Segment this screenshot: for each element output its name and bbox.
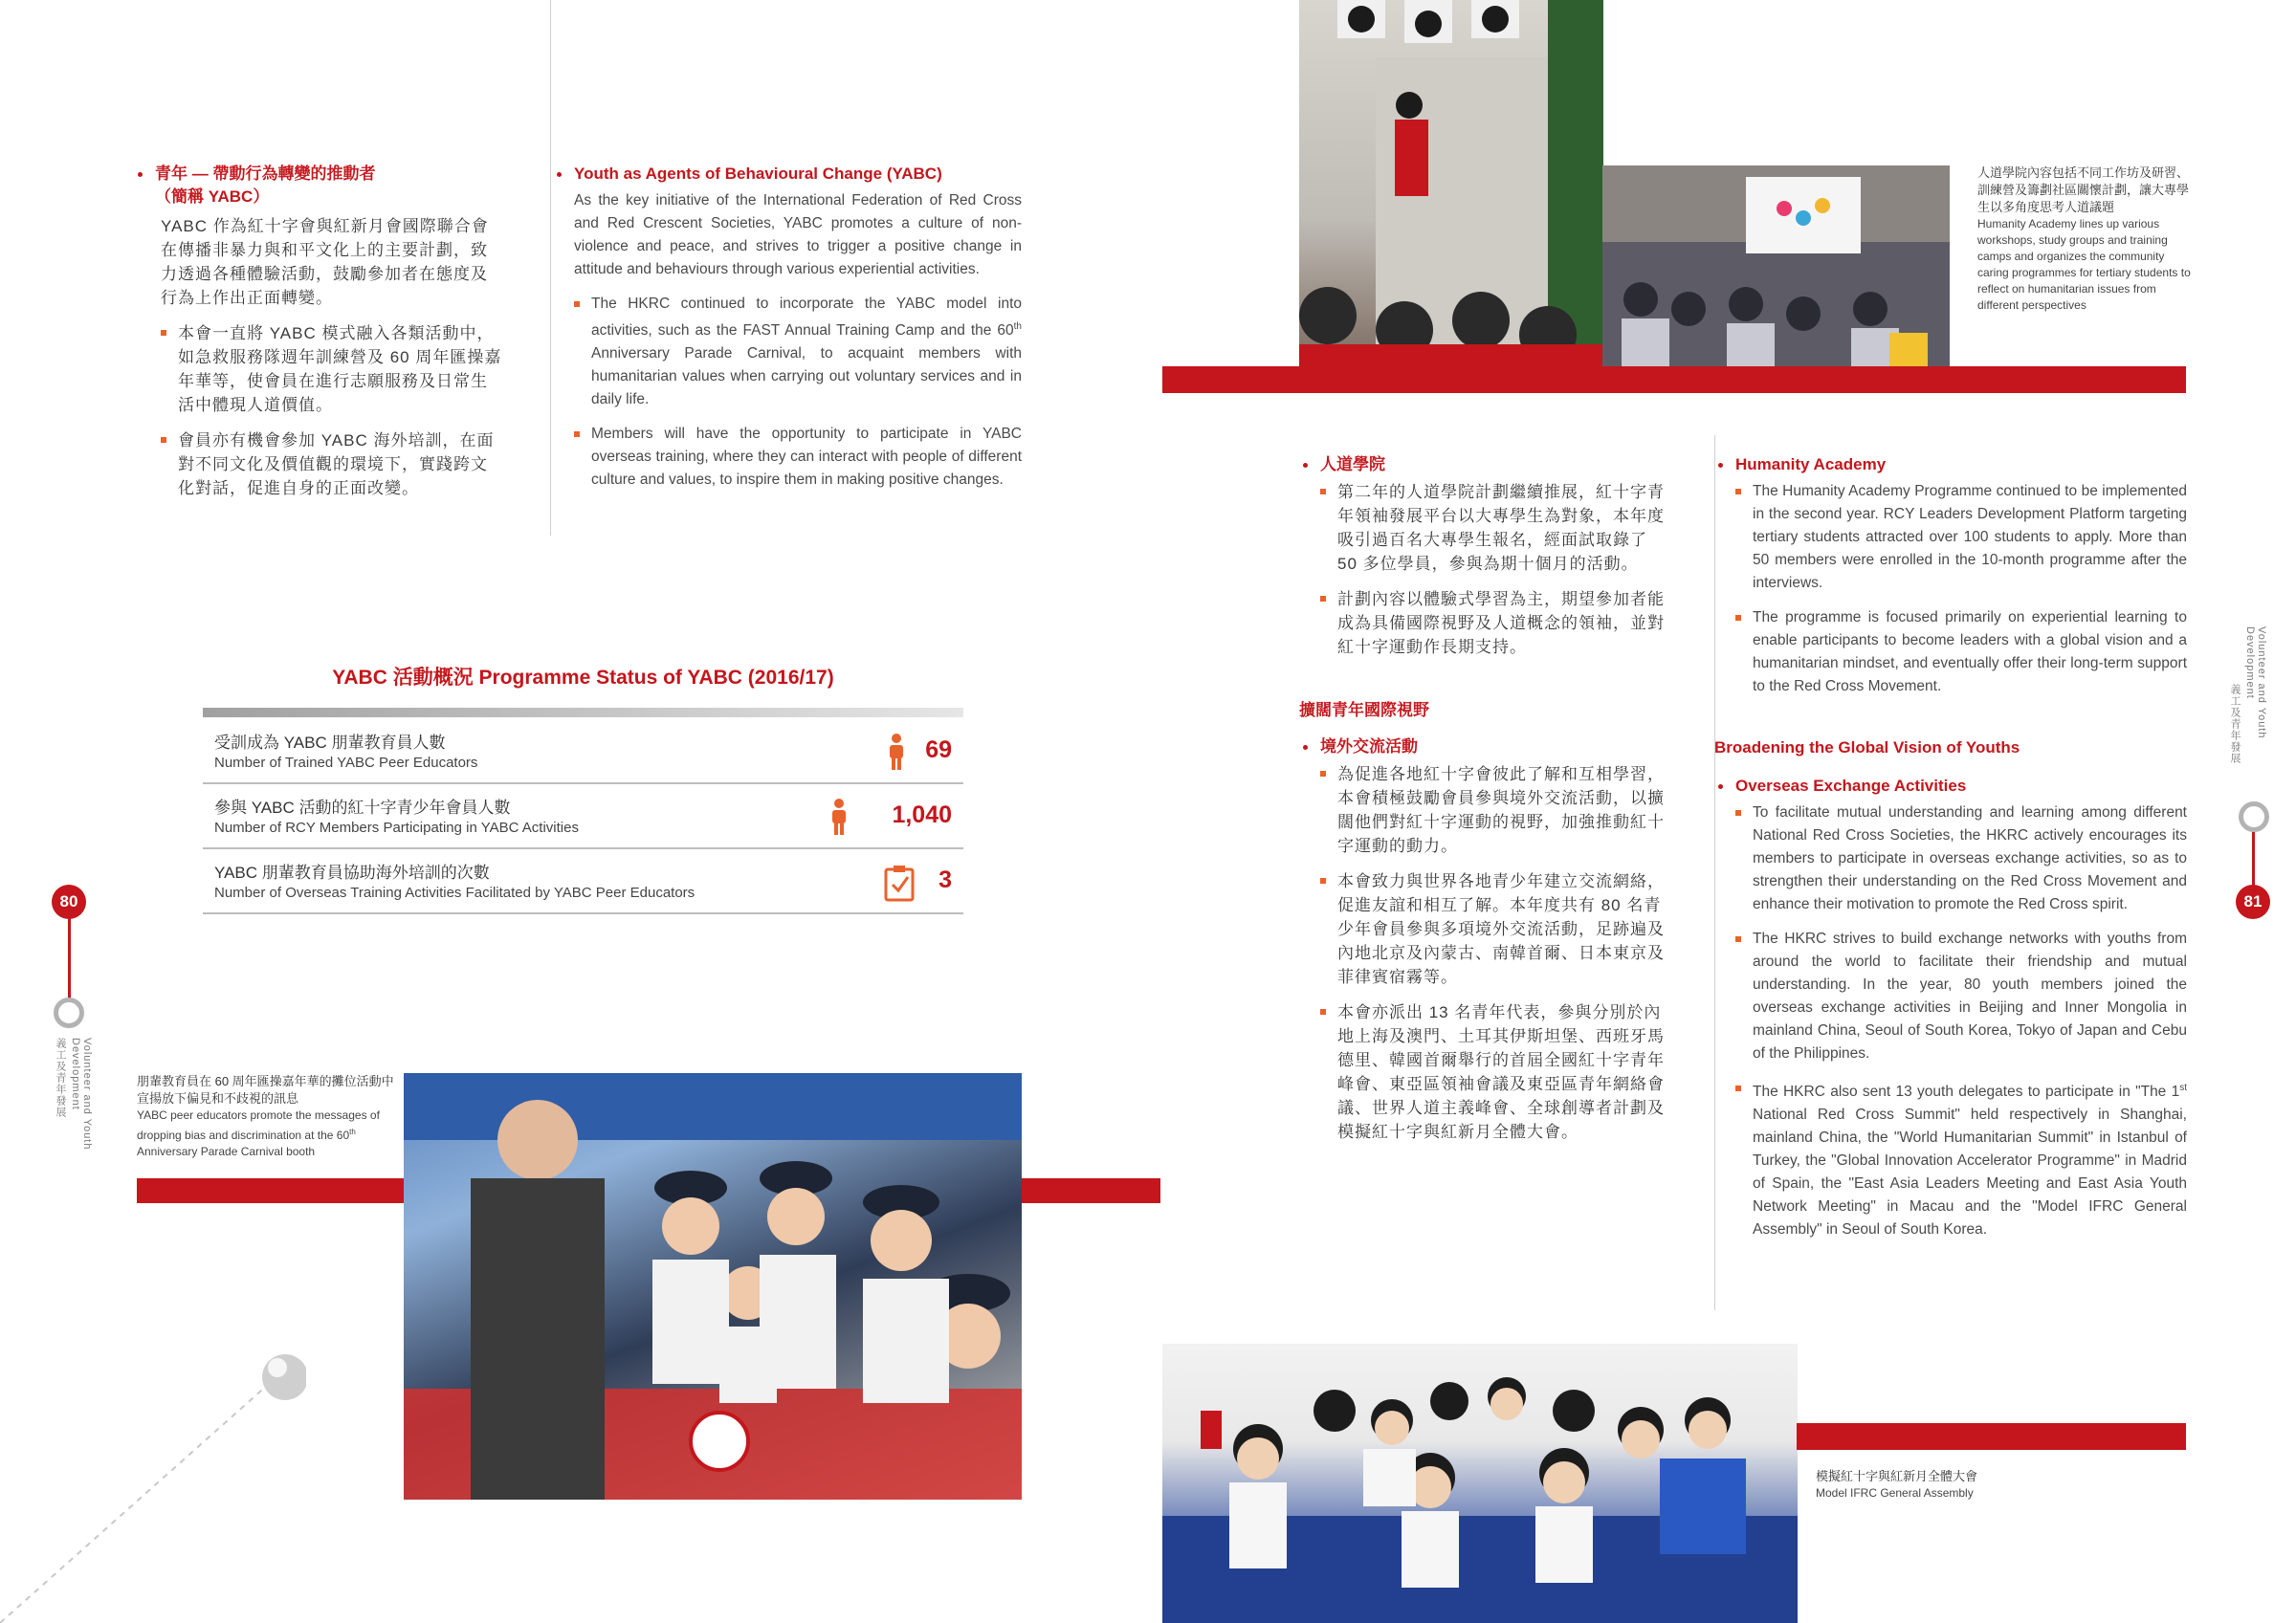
page-marker-ring xyxy=(2239,801,2269,832)
side-title-en: Volunteer and Youth Development xyxy=(70,1038,93,1151)
academy-zh-title: 人道學院 xyxy=(1299,453,1665,476)
stats-title: YABC 活動概況 Programme Status of YABC (2016/17) xyxy=(332,667,834,689)
caption-zh: 人道學院內容包括不同工作坊及研習、訓練營及籌劃社區關懷計劃，讓大專學生以多角度思考人道議題 xyxy=(1977,165,2190,214)
decorative-dashed-line xyxy=(0,1339,306,1623)
carnival-booth-photo xyxy=(404,1073,1022,1500)
exchange-en-point: The HKRC strives to build exchange networks with youths from around the world to facilitate their friendship and mutual understanding. In the year, 80 youth members joined the overseas exchange activities in Beijing and Inner Mongolia in mainland China, Seoul of South Korea, Tokyo of Japan and Cebu of the Philippines. xyxy=(1735,928,2187,1065)
stats-header-bar xyxy=(203,708,963,717)
red-accent-bar xyxy=(1162,366,2186,393)
stat-value: 1,040 xyxy=(892,801,952,828)
page-marker-line xyxy=(68,918,71,1004)
exchange-en-point: The HKRC also sent 13 youth delegates to participate in "The 1st National Red Cross Summit" held respectively in Shanghai, mainland China, the "World Humanitarian Summit" in Istanbul of Turkey, the "Global Innovation Accelerator Programme" in Madrid of Spain, the "East Asia Leaders Meeting and East Asia Youth Network Meeting" in Macau and the "Model IFRC General Assembly" in Seoul of South Korea. xyxy=(1735,1077,2187,1241)
stat-row xyxy=(203,849,963,914)
person-icon xyxy=(887,734,906,772)
wall-climb-photo xyxy=(1299,0,1603,366)
exchange-zh-point: 本會致力與世界各地青少年建立交流網絡，促進友誼和相互了解。本年度共有 80 名青少年會員參與多項境外交流活動，足跡遍及內地北京及內蒙古、南韓首爾、日本東京及菲律賓宿霧等。 xyxy=(1320,869,1665,989)
side-title-zh: 義工及青年發展 xyxy=(2229,684,2241,764)
column-divider xyxy=(550,0,551,536)
assembly-photo-caption xyxy=(1816,1468,2179,1502)
stat-row xyxy=(203,784,963,849)
stat-label-zh: YABC 朋輩教育員協助海外培訓的次數 xyxy=(214,864,490,882)
clipboard-check-icon xyxy=(883,864,917,902)
yabc-zh-point: 本會一直將 YABC 模式融入各類活動中，如急救服務隊週年訓練營及 60 周年匯操嘉年華等，使會員在進行志願服務及日常生活中體現人道價值。 xyxy=(161,321,502,417)
exchange-zh-point: 本會亦派出 13 名青年代表，參與分別於內地上海及澳門、土耳其伊斯坦堡、西班牙馬德里、韓國首爾舉行的首屆全國紅十字青年峰會、東亞區領袖會議及東亞區青年網絡會議、世界人道主義峰會、全球創導者計劃及模擬紅十字與紅新月全體大會。 xyxy=(1320,1000,1665,1144)
right-en-column xyxy=(1714,453,2187,1241)
yabc-en-title: Youth as Agents of Behavioural Change (YABC) xyxy=(553,163,1022,186)
stat-label-en: Number of Overseas Training Activities Facilitated by YABC Peer Educators xyxy=(214,885,695,901)
stat-label-zh: 參與 YABC 活動的紅十字青少年會員人數 xyxy=(214,799,511,817)
exchange-en-title: Overseas Exchange Activities xyxy=(1714,775,2187,798)
yabc-zh-title: 青年 — 帶動行為轉變的推動者 （簡稱 YABC） xyxy=(134,163,502,208)
caption-en: YABC peer educators promote the messages of dropping bias and discrimination at the 60th Anniversary Parade Carnival booth xyxy=(137,1108,380,1158)
caption-en: Model IFRC General Assembly xyxy=(1816,1486,1974,1500)
yabc-en-intro: As the key initiative of the International Federation of Red Cross and Red Crescent Societies, YABC promotes a culture of non-violence and peace, and strives to trigger a positive change in attitude and behaviours through various experiential activities. xyxy=(574,192,1022,277)
model-ifrc-assembly-photo xyxy=(1162,1344,1798,1623)
vision-en-title: Broadening the Global Vision of Youths xyxy=(1714,738,2020,757)
academy-en-point: The Humanity Academy Programme continued to be implemented in the second year. RCY Leaders Development Platform targeting tertiary students attracted over 100 students to apply. More than 50 members were enrolled in the 10-month programme after the interviews. xyxy=(1735,480,2187,595)
yabc-zh-intro: YABC 作為紅十字會與紅新月會國際聯合會在傳播非暴力與和平文化上的主要計劃，致力透過各種體驗活動，鼓勵參加者在態度及行為上作出正面轉變。 xyxy=(161,217,489,307)
vision-zh-title: 擴闊青年國際視野 xyxy=(1299,701,1429,719)
yabc-en-point: The HKRC continued to incorporate the YABC model into activities, such as the FAST Annual Training Camp and the 60th Anniversary Parade Carnival, to acquaint members with humanitarian values when carrying out voluntary services and in daily life. xyxy=(574,293,1022,411)
yabc-en-point: Members will have the opportunity to participate in YABC overseas training, where they can interact with people of different culture and values, to inspire them in making positive changes. xyxy=(574,423,1022,492)
academy-photo-caption xyxy=(1977,164,2193,314)
academy-en-point: The programme is focused primarily on experiential learning to enable participants to become leaders with a global vision and a humanitarian mindset, and eventually offer their long-term support to the Red Cross Movement. xyxy=(1735,606,2187,698)
academy-en-title: Humanity Academy xyxy=(1714,453,2187,476)
page-marker-ring xyxy=(54,998,84,1028)
carnival-caption xyxy=(137,1073,395,1160)
red-accent-bar xyxy=(137,1178,405,1203)
humanity-academy-photo xyxy=(1602,165,1950,366)
stat-label-zh: 受訓成為 YABC 朋輩教育員人數 xyxy=(214,734,446,752)
academy-zh-point: 第二年的人道學院計劃繼續推展，紅十字青年領袖發展平台以大專學生為對象，本年度吸引過百名大專學生報名，經面試取錄了 50 多位學員，參與為期十個月的活動。 xyxy=(1320,480,1665,576)
page-number: 80 xyxy=(52,885,86,919)
person-icon xyxy=(829,799,849,837)
stat-label-en: Number of Trained YABC Peer Educators xyxy=(214,755,478,771)
page-number: 81 xyxy=(2236,885,2270,919)
academy-zh-point: 計劃內容以體驗式學習為主，期望參加者能成為具備國際視野及人道概念的領袖，並對紅十字運動作長期支持。 xyxy=(1320,587,1665,659)
yabc-zh-point: 會員亦有機會參加 YABC 海外培訓，在面對不同文化及價值觀的環境下，實踐跨文化對話，促進自身的正面改變。 xyxy=(161,428,502,500)
stat-label-en: Number of RCY Members Participating in YABC Activities xyxy=(214,820,579,836)
side-title-zh: 義工及青年發展 xyxy=(55,1038,66,1118)
right-zh-column xyxy=(1299,453,1665,1144)
caption-zh: 模擬紅十字與紅新月全體大會 xyxy=(1816,1469,1978,1483)
caption-en: Humanity Academy lines up various workshops, study groups and training camps and organizes the community caring programmes for tertiary students to reflect on humanitarian issues from different perspectives xyxy=(1977,217,2191,312)
red-accent-bar xyxy=(1797,1423,2186,1450)
stat-value: 69 xyxy=(925,736,952,763)
caption-zh: 朋輩教育員在 60 周年匯操嘉年華的攤位活動中宣揚放下偏見和不歧視的訊息 xyxy=(137,1074,394,1106)
side-title-en: Volunteer and Youth Development xyxy=(2244,626,2267,739)
yabc-en-section xyxy=(553,163,1022,492)
exchange-zh-title: 境外交流活動 xyxy=(1299,735,1665,758)
yabc-zh-section xyxy=(134,163,502,500)
exchange-zh-point: 為促進各地紅十字會彼此了解和互相學習，本會積極鼓勵會員參與境外交流活動，以擴闊他們對紅十字運動的視野，加強推動紅十字運動的動力。 xyxy=(1320,762,1665,858)
red-accent-bar xyxy=(1022,1178,1160,1203)
exchange-en-point: To facilitate mutual understanding and learning among different National Red Cross Societies, the HKRC actively encourages its members to participate in overseas exchange activities, so as to strengthen their understanding on the Red Cross Movement and enhance their motivation to promote the Red Cross spirit. xyxy=(1735,801,2187,916)
stat-row xyxy=(203,719,963,784)
stat-value: 3 xyxy=(938,866,952,893)
